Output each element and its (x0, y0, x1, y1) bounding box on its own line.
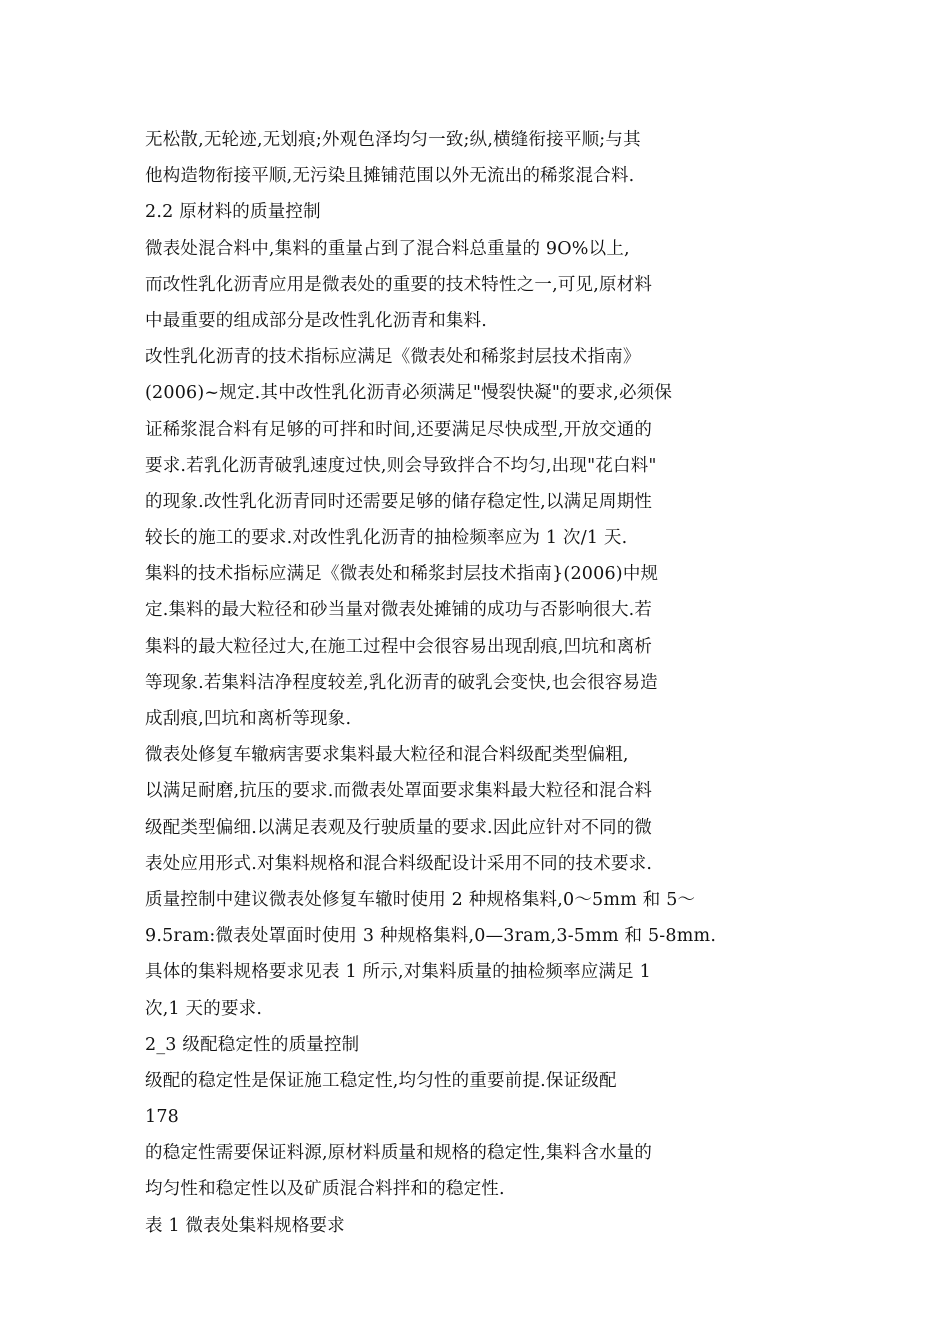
section-heading: 2_3 级配稳定性的质量控制 (145, 1034, 360, 1055)
text-line: 证稀浆混合料有足够的可拌和时间,还要满足尽快成型,开放交通的 (145, 419, 653, 440)
text-line: 质量控制中建议微表处修复车辙时使用 2 种规格集料,0～5mm 和 5～ (145, 889, 696, 910)
table-caption: 表 1 微表处集料规格要求 (145, 1215, 345, 1236)
text-line: 的稳定性需要保证料源,原材料质量和规格的稳定性,集料含水量的 (145, 1143, 653, 1164)
text-line: 无松散,无轮迹,无划痕;外观色泽均匀一致;纵,横缝衔接平顺;与其 (145, 130, 641, 150)
text-line: 等现象.若集料洁净程度较差,乳化沥青的破乳会变快,也会很容易造 (145, 672, 658, 693)
text-line: 级配类型偏细.以满足表观及行驶质量的要求.因此应针对不同的微 (145, 817, 653, 838)
text-line: 较长的施工的要求.对改性乳化沥青的抽检频率应为 1 次/1 天. (145, 528, 628, 549)
text-line: 级配的稳定性是保证施工稳定性,均匀性的重要前提.保证级配 (145, 1070, 617, 1091)
text-line: 集料的最大粒径过大,在施工过程中会很容易出现刮痕,凹坑和离析 (145, 636, 653, 657)
text-line: 他构造物衔接平顺,无污染且摊铺范围以外无流出的稀浆混合料. (145, 166, 635, 187)
text-line: 改性乳化沥青的技术指标应满足《微表处和稀浆封层技术指南》 (145, 347, 641, 368)
text-line: 的现象.改性乳化沥青同时还需要足够的储存稳定性,以满足周期性 (145, 491, 653, 512)
text-line: (2006)~规定.其中改性乳化沥青必须满足"慢裂快凝"的要求,必须保 (145, 383, 673, 404)
text-line: 均匀性和稳定性以及矿质混合料拌和的稳定性. (145, 1179, 505, 1200)
text-line: 中最重要的组成部分是改性乳化沥青和集料. (145, 310, 488, 331)
text-line: 定.集料的最大粒径和砂当量对微表处摊铺的成功与否影响很大.若 (145, 600, 653, 621)
text-line: 表处应用形式.对集料规格和混合料级配设计采用不同的技术要求. (145, 853, 653, 874)
text-line: 次,1 天的要求. (145, 998, 263, 1019)
text-line: 而改性乳化沥青应用是微表处的重要的技术特性之一,可见,原材料 (145, 274, 653, 295)
page-number: 178 (145, 1107, 180, 1128)
text-line: 微表处修复车辙病害要求集料最大粒径和混合料级配类型偏粗, (145, 745, 629, 766)
text-line: 9.5ram:微表处罩面时使用 3 种规格集料,0—3ram,3-5mm 和 5-8mm. (145, 926, 717, 947)
text-line: 以满足耐磨,抗压的要求.而微表处罩面要求集料最大粒径和混合料 (145, 781, 653, 802)
text-line: 要求.若乳化沥青破乳速度过快,则会导致拌合不均匀,出现"花白料" (145, 455, 657, 476)
text-line: 集料的技术指标应满足《微表处和稀浆封层技术指南}(2006)中规 (145, 564, 659, 585)
text-line: 微表处混合料中,集料的重量占到了混合料总重量的 9O%以上, (145, 238, 630, 259)
document-body (145, 122, 845, 1244)
text-line: 具体的集料规格要求见表 1 所示,对集料质量的抽检频率应满足 1 (145, 962, 651, 983)
section-heading: 2.2 原材料的质量控制 (145, 202, 321, 223)
text-line: 成刮痕,凹坑和离析等现象. (145, 709, 352, 729)
